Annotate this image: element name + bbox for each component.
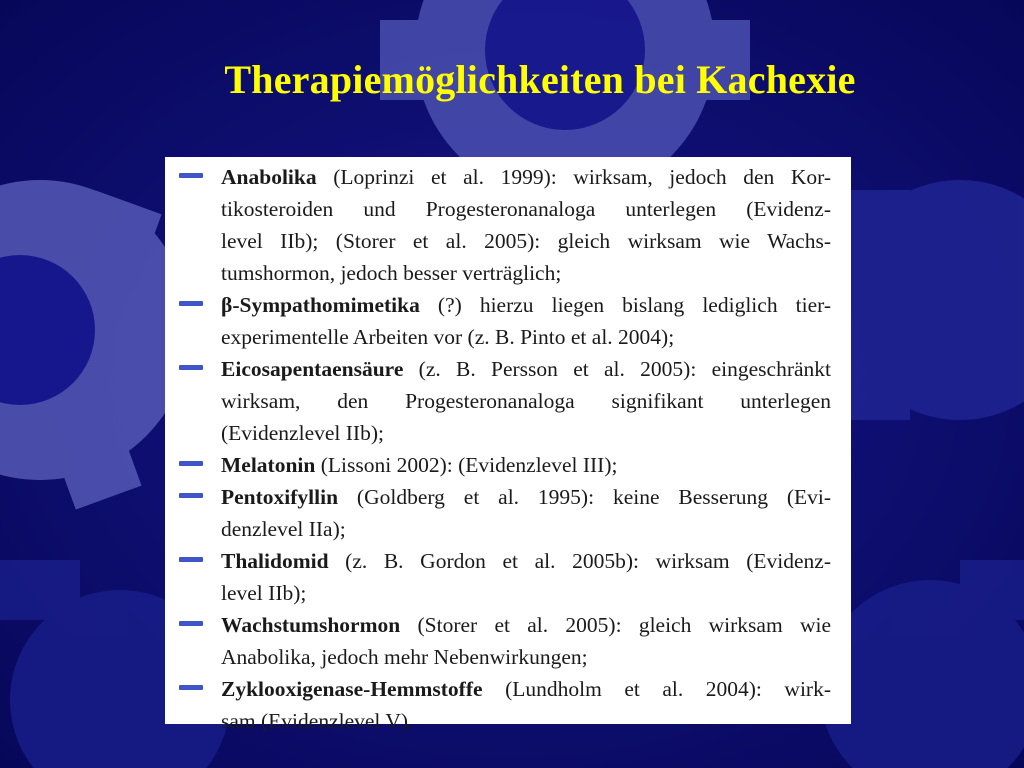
dash-bullet-icon <box>179 673 203 705</box>
list-item-line: β-Sympathomimetika (?) hierzu liegen bislang lediglich tier- <box>221 293 831 317</box>
therapy-term: Wachstumshormon <box>221 613 401 637</box>
dash-bullet-icon <box>179 481 203 513</box>
list-item-text <box>221 289 831 353</box>
list-item <box>179 481 831 545</box>
list-item <box>179 449 831 481</box>
list-item-line: level IIb); <box>221 581 307 605</box>
list-item-line: wirksam, den Progesteronanaloga signifikant unterlegen <box>221 389 831 413</box>
list-item-line: Anabolika (Loprinzi et al. 1999): wirksam, jedoch den Kor- <box>221 165 831 189</box>
therapy-list <box>165 157 851 733</box>
list-item-line: denzlevel IIa); <box>221 517 346 541</box>
list-item <box>179 545 831 609</box>
list-item-text <box>221 449 831 481</box>
list-item <box>179 673 831 737</box>
list-item-line: tumshormon, jedoch besser verträglich; <box>221 261 562 285</box>
list-item-line: level IIb); (Storer et al. 2005): gleich wirksam wie Wachs- <box>221 229 831 253</box>
list-item-text <box>221 161 831 289</box>
gear-right-icon <box>840 180 1024 420</box>
dash-bullet-icon <box>179 353 203 385</box>
therapy-term: Zyklooxigenase-Hemmstoffe <box>221 677 483 701</box>
list-item-line: Wachstumshormon (Storer et al. 2005): gleich wirksam wie <box>221 613 831 637</box>
dash-bullet-icon <box>179 609 203 641</box>
therapy-term: Melatonin <box>221 453 316 477</box>
therapy-term: Thalidomid <box>221 549 329 573</box>
dash-bullet-icon <box>179 161 203 193</box>
list-item-text <box>221 545 831 609</box>
dash-bullet-icon <box>179 289 203 321</box>
list-item-line: Pentoxifyllin (Goldberg et al. 1995): keine Besserung (Evi- <box>221 485 831 509</box>
dash-bullet-icon <box>179 545 203 577</box>
list-item <box>179 289 831 353</box>
list-item <box>179 161 831 289</box>
list-item-line: (Evidenzlevel IIb); <box>221 421 384 445</box>
list-item-text <box>221 353 831 449</box>
therapy-term: Pentoxifyllin <box>221 485 339 509</box>
list-item-line: Melatonin (Lissoni 2002): (Evidenzlevel III); <box>221 453 618 477</box>
list-item-line: Zyklooxigenase-Hemmstoffe (Lundholm et al. 2004): wirk- <box>221 677 831 701</box>
list-item-line: Thalidomid (z. B. Gordon et al. 2005b): wirksam (Evidenz- <box>221 549 831 573</box>
list-item-line: tikosteroiden und Progesteronanaloga unterlegen (Evidenz- <box>221 197 831 221</box>
therapy-term: Eicosapentaensäure <box>221 357 404 381</box>
list-item-line: experimentelle Arbeiten vor (z. B. Pinto et al. 2004); <box>221 325 675 349</box>
dash-bullet-icon <box>179 449 203 481</box>
slide-title: Therapiemöglichkeiten bei Kachexie <box>224 57 856 102</box>
therapy-term: β-Sympathomimetika <box>221 293 420 317</box>
list-item-line: Anabolika, jedoch mehr Nebenwirkungen; <box>221 645 588 669</box>
list-item-text <box>221 481 831 545</box>
list-item <box>179 353 831 449</box>
list-item-line: Eicosapentaensäure (z. B. Persson et al. 2005): eingeschränkt <box>221 357 831 381</box>
therapy-term: Anabolika <box>221 165 317 189</box>
list-item <box>179 609 831 673</box>
list-item-line: sam (Evidenzlevel V). <box>221 709 414 733</box>
list-item-text <box>221 609 831 673</box>
list-item-text <box>221 673 831 737</box>
